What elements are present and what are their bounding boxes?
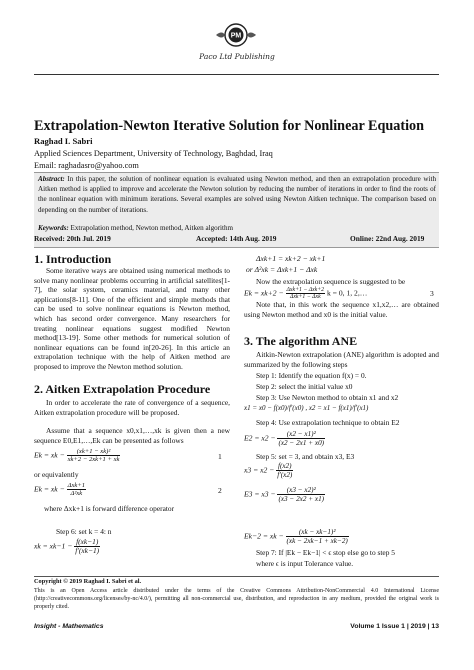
equation-x3: x3 = x2 − $\frac{f(x2)}{f'(x2)}$ — [244, 462, 293, 479]
paper-title: Extrapolation-Newton Iterative Solution for Nonlinear Equation — [34, 118, 425, 134]
section-2-assume: Assume that a sequence x0,x1,…,xk is given then a new sequence E0,E1,…,Ek can be presented as follows — [34, 426, 230, 445]
keywords — [38, 224, 436, 232]
equation-1-number: 1 — [218, 452, 222, 461]
copyright: Copyright © 2019 Raghad I. Sabri et al. — [34, 578, 142, 585]
step-7: Step 7: If |Ek − Ek−1| < ϵ stop else go to step 5 — [256, 548, 395, 557]
step-1: Step 1: Identify the equation f(x) = 0. — [256, 371, 367, 380]
step-2: Step 2: select the initial value x0 — [256, 382, 353, 391]
step-3-equations: x1 = x0 − f(x0)/f′(x0) , x2 = x1 − f(x1)/f′(x1) — [244, 404, 369, 412]
journal-name: Insight - Mathematics — [34, 623, 104, 630]
section-3-title: 3. The algorithm ANE — [244, 334, 358, 348]
equation-3: Ek = xk+2 − $\frac{\text{Δxk+1 − Δxk+2}}{\text{Δxk+1 − Δxk}}$ k = 0, 1, 2,… — [244, 287, 368, 300]
equation-e3: E3 = x3 − $\frac{\text{(x3 − x2)²}}{(x3 - 2x2 + x1)}$ — [244, 486, 325, 503]
paper-author: Raghad I. Sabri — [34, 136, 93, 146]
step-3: Step 3: Use Newton method to obtain x1 and x2 — [256, 393, 399, 402]
received-date: Received: 20th Jul. 2019 — [34, 234, 111, 243]
keywords-text: Extrapolation method, Newton method, Aitken algorithm — [68, 224, 234, 232]
or-equivalently: or equivalently — [34, 470, 79, 479]
abstract-text: In this paper, the solution of nonlinear equation is evaluated using Newton method, and then an extrapolation procedure with Aitken method is applied to improve and accelerate the Newton solution by reducing the number of iterations in order to find the roots of the nonlinear equation with minimum iterations. Several examples are solved using Newton Aitken technique. The comparison based on depending on the number of iterations. — [38, 175, 436, 214]
newton-equation: xk = xk−1 − $\frac{f(xk-1)}{f'(xk-1)}$ — [34, 537, 100, 555]
section-1-title: 1. Introduction — [34, 252, 112, 266]
footer-divider — [34, 576, 439, 577]
publisher-name: Paco Ltd Publishing — [199, 52, 275, 61]
equation-e2: E2 = x2 − $\frac{\text{(x2 − x1)²}}{(x2 - 2x1 + x0)}$ — [244, 430, 325, 447]
logo-letters: PM — [230, 32, 242, 40]
author-email: Email: raghadasro@yahoo.com — [34, 161, 139, 170]
equation-2-number: 2 — [218, 486, 222, 495]
extrapolation-suggest: Now the extrapolation sequence is suggested to be — [256, 277, 406, 286]
forward-difference-note: where Δxk+1 is forward difference operator — [44, 504, 175, 513]
abstract — [38, 174, 436, 215]
section-2-title: 2. Aitken Extrapolation Procedure — [34, 382, 211, 396]
section-3-text: Aitkin-Newton extrapolation (ANE) algorithm is adopted and summarized by the following steps — [244, 350, 439, 369]
equation-2: Ek = xk − $\frac{\text{Δxk+1}}{\text{Δ²xk}}$ — [34, 482, 86, 497]
keywords-label: Keywords: — [38, 224, 69, 232]
note-paragraph: Note that, in this work the sequence x1,x2,… are obtained using Newton method and x0 is the initial value. — [244, 300, 439, 319]
forward-difference-1: Δxk+1 = xk+2 − xk+1 — [256, 254, 326, 263]
license-text: This is an Open Access article distributed under the terms of the Creative Commons Attribution-NonCommercial 4.0 International License (http://creativecommons.org/licenses/by-nc/4.0/), permitting all non-commercial use, distribution, and reproduction in any medium, provided the original work is properly cited. — [34, 588, 439, 610]
forward-difference-2: or Δ²xk = Δxk+1 − Δxk — [246, 265, 318, 274]
step-7-tolerance: where ϵ is input Tolerance value. — [256, 559, 354, 568]
header-divider — [34, 74, 439, 75]
section-2-text: In order to accelerate the rate of convergence of a sequence, Aitken extrapolation procedure will be proposed. — [34, 398, 230, 417]
equation-ek: Ek−2 = xk − $\frac{\text{(xk − xk−1)²}}{(xk - 2xk-1 + xk-2)}$ — [244, 528, 348, 545]
publisher-logo-icon — [214, 20, 258, 50]
step-4: Step 4: Use extrapolation technique to obtain E2 — [256, 418, 400, 427]
author-affiliation: Applied Sciences Department, University of Technology, Baghdad, Iraq — [34, 149, 273, 158]
volume-page: Volume 1 Issue 1 | 2019 | 13 — [350, 623, 439, 630]
section-1-text: Some iterative ways are obtained using numerical methods to solve many nonlinear problems occurring in artificial satellites[1-7], the solar system, ceramics material, and many other applications[8-11]. One of the efficient and simple methods that can be used to solve nonlinear equations is Newton method, which has second order convergence. Many researchers for treating nonlinear equations suggest modified Newton method[13-19]. Some other methods for numerical solution of nonlinear equations can be found in[20-26]. In this article an extrapolation technique with the help of Aitken method are proposed to improve the Newton method solution. — [34, 266, 230, 371]
step-5: Step 5: set = 3, and obtain x3, E3 — [256, 452, 355, 461]
equation-1: Ek = xk − $\frac{\text{(xk+1 − xk)²}}{xk+2 - 2xk+1 + xk}$ — [34, 448, 120, 463]
accepted-date: Accepted: 14th Aug. 2019 — [196, 234, 277, 243]
step-6: Step 6: set k = 4: n — [56, 527, 112, 536]
online-date: Online: 22nd Aug. 2019 — [350, 234, 425, 243]
abstract-label: Abstract: — [38, 175, 65, 183]
equation-3-number: 3 — [430, 289, 434, 298]
